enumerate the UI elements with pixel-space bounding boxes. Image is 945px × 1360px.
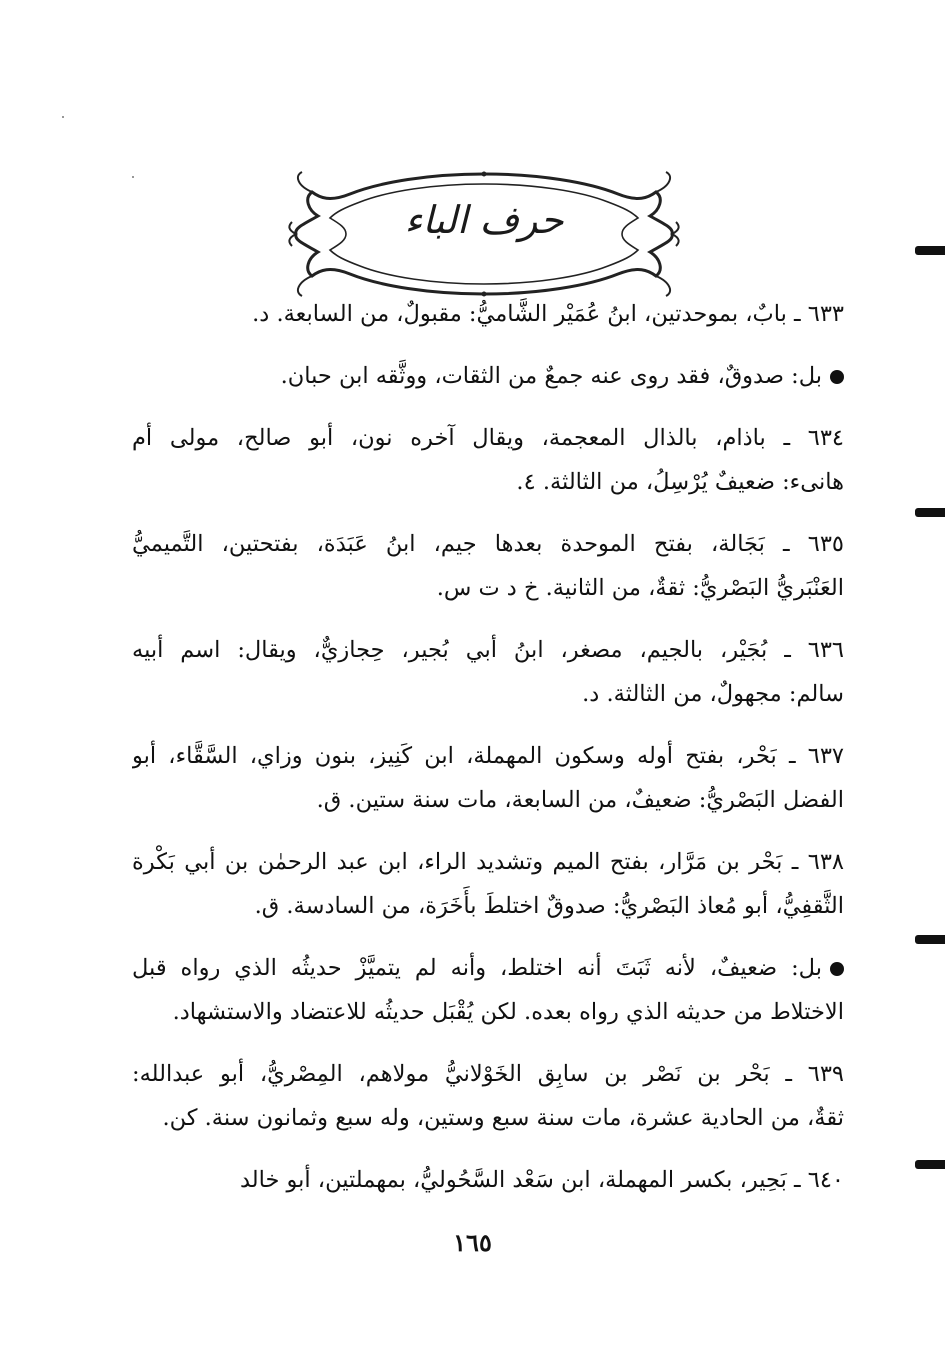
entry-text: العَنْبَريُّ البَصْريُّ: ثقةٌ، من الثانية. خ د ت س. bbox=[436, 575, 844, 601]
biography-entry bbox=[132, 522, 844, 610]
scan-edge-mark bbox=[915, 246, 945, 255]
entry-line bbox=[132, 460, 844, 504]
entry-line bbox=[132, 1052, 844, 1096]
entry-line bbox=[132, 946, 844, 990]
biography-entry bbox=[132, 416, 844, 504]
entry-line bbox=[132, 884, 844, 928]
entry-text: هانىء: ضعيفٌ يُرْسِلُ، من الثالثة. ٤. bbox=[516, 469, 844, 495]
entry-line bbox=[132, 1158, 844, 1202]
entry-line bbox=[132, 1096, 844, 1140]
entry-text: ٦٤٠ ـ بَحِير، بكسر المهملة، ابن سَعْد السَّحُوليُّ، بمهملتين، أبو خالد bbox=[239, 1167, 844, 1193]
commentary-paragraph bbox=[132, 946, 844, 1034]
entry-text: ٦٣٣ ـ بابٌ، بموحدتين، ابنُ عُمَيْر الشَّاميُّ: مقبولٌ، من السابعة. د. bbox=[252, 301, 844, 327]
entry-text: الاختلاط من حديثه الذي رواه بعده. لكن يُقْبَل حديثُه للاعتضاد والاستشهاد. bbox=[172, 999, 844, 1025]
entry-line bbox=[132, 672, 844, 716]
entry-text: بل: ضعيفٌ، لأنه ثَبَتَ أنه اختلط، وأنه لم يتميَّزْ حديثُه الذي رواه قبل bbox=[132, 955, 822, 981]
biography-entry bbox=[132, 1158, 844, 1202]
entry-text: ٦٣٤ ـ باذام، بالذال المعجمة، ويقال آخره نون، أبو صالح، مولى أم bbox=[132, 425, 844, 451]
entry-text: سالم: مجهولٌ، من الثالثة. د. bbox=[582, 681, 844, 707]
commentary-paragraph bbox=[132, 354, 844, 398]
entry-line bbox=[132, 628, 844, 672]
scan-edge-mark bbox=[915, 508, 945, 517]
scan-speck bbox=[62, 116, 64, 118]
scan-speck bbox=[132, 176, 134, 178]
entries-list bbox=[132, 292, 844, 1220]
chapter-title: حرف الباء bbox=[404, 198, 564, 242]
entry-text: الفضل البَصْريُّ: ضعيفٌ، من السابعة، مات سنة ستين. ق. bbox=[316, 787, 844, 813]
entry-text: ٦٣٧ ـ بَحْر، بفتح أوله وسكون المهملة، ابن كَنِيز، بنون وزاي، السَّقَّاء، أبو bbox=[132, 743, 844, 769]
biography-entry bbox=[132, 628, 844, 716]
entry-line bbox=[132, 416, 844, 460]
entry-text: ٦٣٨ ـ بَحْر بن مَرَّار، بفتح الميم وتشديد الراء، ابن عبد الرحمٰن بن أبي بَكْرة bbox=[132, 849, 844, 875]
entry-line bbox=[132, 840, 844, 884]
entry-line bbox=[132, 778, 844, 822]
bullet-icon bbox=[830, 370, 844, 384]
biography-entry bbox=[132, 1052, 844, 1140]
entry-line bbox=[132, 734, 844, 778]
entry-line bbox=[132, 292, 844, 336]
biography-entry bbox=[132, 840, 844, 928]
biography-entry bbox=[132, 734, 844, 822]
entry-text: الثَّقفِيُّ، أبو مُعاذ البَصْريُّ: صدوقٌ اختلطَ بأَخَرَة، من السادسة. ق. bbox=[254, 893, 844, 919]
entry-line bbox=[132, 522, 844, 566]
entry-line bbox=[132, 354, 844, 398]
entry-text: ٦٣٥ ـ بَجَالة، بفتح الموحدة بعدها جيم، ابنُ عَبَدَة، بفتحتين، التَّميميُّ bbox=[132, 531, 844, 557]
scan-edge-mark bbox=[915, 1160, 945, 1169]
page-number: ١٦٥ bbox=[453, 1228, 492, 1257]
entry-text: ٦٣٩ ـ بَحْر بن نَصْر بن سابِق الخَوْلانيُّ مولاهم، المِصْريُّ، أبو عبدالله: bbox=[132, 1061, 844, 1087]
scan-edge-mark bbox=[915, 935, 945, 944]
entry-text: ثقةٌ، من الحادية عشرة، مات سنة سبع وستين، وله سبع وثمانون سنة. كن. bbox=[162, 1105, 844, 1131]
bullet-icon bbox=[830, 962, 844, 976]
entry-text: بل: صدوقٌ، فقد روى عنه جمعٌ من الثقات، ووثَّقه ابن حبان. bbox=[280, 363, 822, 389]
entry-line bbox=[132, 990, 844, 1034]
entry-line bbox=[132, 566, 844, 610]
entry-text: ٦٣٦ ـ بُجَيْر، بالجيم، مصغر، ابنُ أبي بُجير، حِجازيٌّ، ويقال: اسم أبيه bbox=[132, 637, 844, 663]
biography-entry bbox=[132, 292, 844, 336]
